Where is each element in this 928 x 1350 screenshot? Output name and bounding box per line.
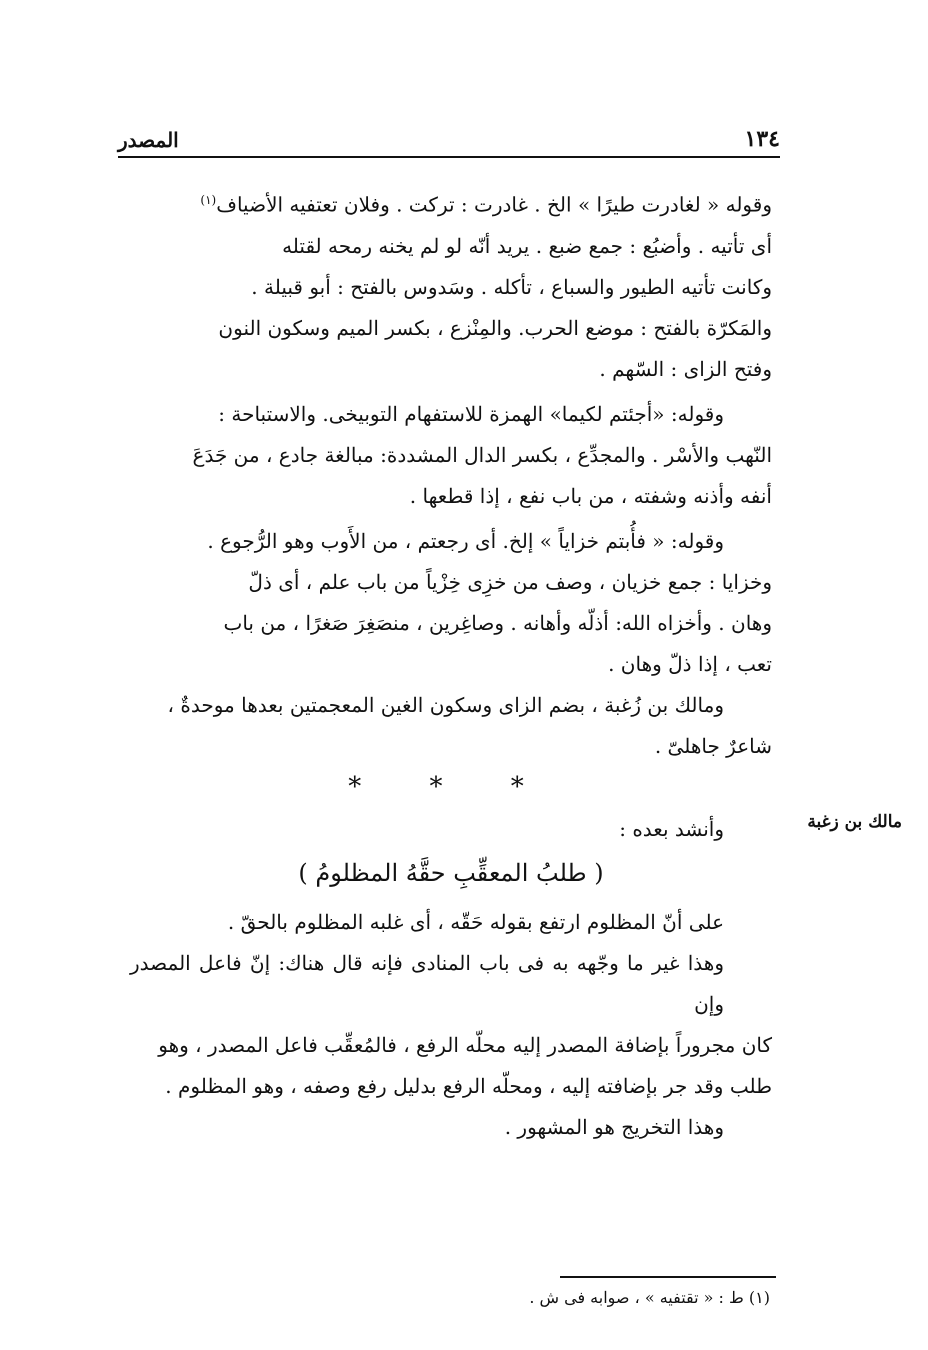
section-separator: * * *: [348, 771, 554, 802]
chapter-title: المصدر: [118, 128, 179, 152]
paragraph-5: [130, 809, 772, 850]
text-line: وكانت تأتيه الطيور والسباع ، تأكله . وسَدوس بالفتح : أبو قبيلة .: [251, 274, 772, 299]
paragraph-2: [130, 394, 772, 435]
paragraph-1: [130, 180, 772, 390]
text-line: كان مجروراً بإضافة المصدر إليه محلّه الرفع ، فالمُعقِّب فاعل المصدر ، وهو: [158, 1032, 772, 1057]
footnote-reference[interactable]: (١): [200, 193, 217, 207]
text-line: وفتح الزاى : السّهم .: [599, 356, 772, 381]
footnote-rule: [560, 1276, 776, 1278]
text-line: النّهب والأسْر . والمجدِّع ، بكسر الدال المشددة: مبالغة جادع ، من جَدَعَ: [192, 442, 772, 467]
text-line: وقوله « لغادرت طيرًا » الخ . غادرت : تركت . وفلان تعتفيه الأضياف: [216, 192, 772, 217]
header-rule: [118, 156, 780, 158]
text-line: أنفه وأذنه وشفته ، من باب نفع ، إذا قطعها .: [409, 483, 772, 508]
text-line: وقوله: « فأُبتم خزاياً » إلخ. أى رجعتم ، من الأَوب وهو الرُّجوع .: [207, 528, 724, 553]
text-line: وهذا غير ما وجّهه به فى باب المنادى فإنه قال هناك: إنّ فاعل المصدر وإن: [130, 950, 724, 1016]
paragraph-3-cont: [130, 562, 772, 685]
paragraph-8: [130, 1107, 772, 1148]
text-line: أى تأتيه . وأضبُع : جمع ضبع . يريد أنّه لو لم يخنه رمحه لقتله: [282, 233, 772, 258]
text-line: والمَكرّة بالفتح : موضع الحرب. والمِنْزع ، بكسر الميم وسكون النون: [218, 315, 772, 340]
margin-note: مالك بن زغبة: [807, 812, 902, 832]
text-line: وأنشد بعده :: [619, 816, 724, 841]
paragraph-4: [130, 685, 772, 726]
paragraph-7: [130, 943, 772, 1025]
running-header: [118, 126, 780, 156]
text-line: وهان . وأخزاه الله: أذلّه وأهانه . وصاغِرين ، منصَغِرَ صَغرًا ، من باب: [223, 610, 772, 635]
text-line: طلب وقد جر بإضافته إليه ، ومحلّه الرفع بدليل رفع وصفه ، وهو المظلوم .: [165, 1073, 772, 1098]
text-line: وهذا التخريج هو المشهور .: [504, 1114, 724, 1139]
page-number: ١٣٤: [744, 126, 780, 152]
text-line: وخزايا : جمع خزيان ، وصف من خزِى خِزْياً من باب علم ، أى ذلّ: [248, 569, 772, 594]
footnote: (١) ط : « تقتفيه » ، صوابه فى ش .: [529, 1288, 770, 1307]
text-line: تعب ، إذا ذلّ وهان .: [608, 651, 772, 676]
text-line: شاعرٌ جاهلىّ .: [654, 733, 772, 758]
text-line: ومالك بن زُغبة ، بضم الزاى وسكون الغين المعجمتين بعدها موحدةٌ ،: [167, 692, 724, 717]
paragraph-3: [130, 521, 772, 562]
text-line: على أنّ المظلوم ارتفع بقوله حَقّه ، أى غلبه المظلوم بالحقّ .: [227, 909, 724, 934]
main-text: [130, 180, 772, 1148]
paragraph-4-cont: [130, 726, 772, 767]
verse-line: ( طلبُ المعقِّبِ حقَّهُ المظلومُ ): [298, 858, 604, 887]
paragraph-6: [130, 902, 772, 943]
paragraph-7-cont: [130, 1025, 772, 1107]
paragraph-2-cont: [130, 435, 772, 517]
text-line: وقوله: «أجئتم لكيما» الهمزة للاستفهام التوبيخى. والاستباحة :: [218, 401, 724, 426]
